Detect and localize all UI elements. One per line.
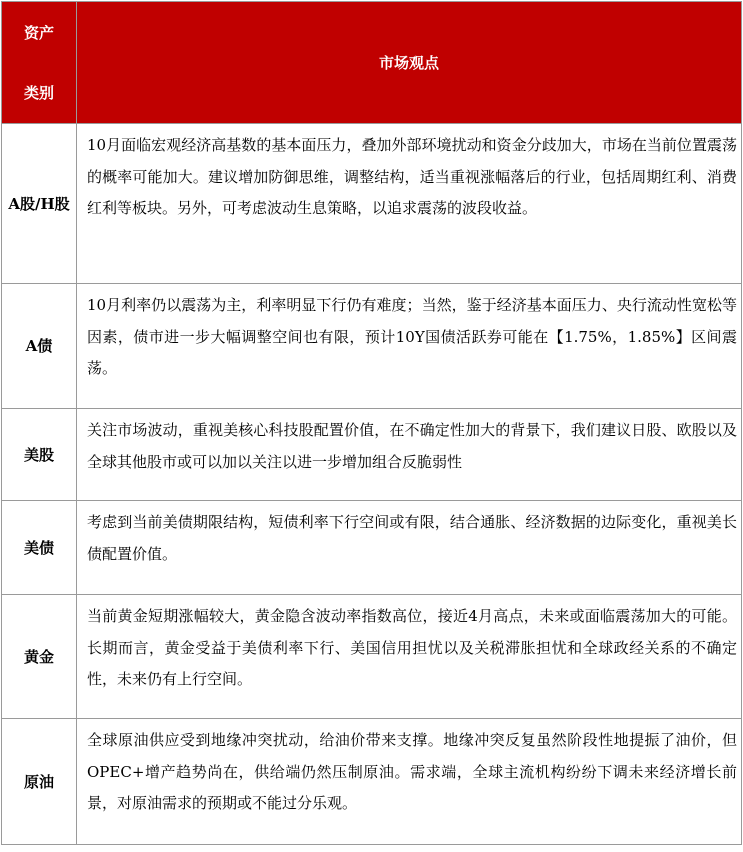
market-view-table — [1, 1, 742, 845]
table-row-a-share — [2, 124, 742, 284]
asset-name-cell: 原油 — [2, 719, 77, 845]
header-row — [2, 2, 742, 124]
market-view-header: 市场观点 — [77, 2, 742, 124]
asset-category-header-line1: 资产 — [23, 23, 54, 42]
asset-category-header — [2, 2, 77, 124]
asset-name-cell: 美股 — [2, 409, 77, 501]
market-view-cell: 考虑到当前美债期限结构，短债利率下行空间或有限，结合通胀、经济数据的边际变化，重视美长债配置价值。 — [77, 501, 742, 595]
market-view-cell: 关注市场波动，重视美核心科技股配置价值，在不确定性加大的背景下，我们建议日股、欧股以及全球其他股市或可以加以关注以进一步增加组合反脆弱性 — [77, 409, 742, 501]
asset-category-header-line2: 类别 — [23, 83, 54, 102]
market-view-cell: 10月面临宏观经济高基数的基本面压力，叠加外部环境扰动和资金分歧加大，市场在当前位置震荡的概率可能加大。建议增加防御思维，调整结构，适当重视涨幅落后的行业，包括周期红利、消费红利等板块。另外，可考虑波动生息策略，以追求震荡的波段收益。 — [77, 124, 742, 284]
asset-name-cell: 黄金 — [2, 595, 77, 719]
market-view-cell: 10月利率仍以震荡为主，利率明显下行仍有难度；当然，鉴于经济基本面压力、央行流动性宽松等因素，债市进一步大幅调整空间也有限，预计10Y国债活跃券可能在【1.75%，1.85%】区间震荡。 — [77, 284, 742, 409]
table-row-crude-oil — [2, 719, 742, 845]
table-row-gold — [2, 595, 742, 719]
table-row-us-stock — [2, 409, 742, 501]
market-view-cell: 当前黄金短期涨幅较大，黄金隐含波动率指数高位，接近4月高点，未来或面临震荡加大的可能。长期而言，黄金受益于美债利率下行、美国信用担忧以及关税滞胀担忧和全球政经关系的不确定性，未来仍有上行空间。 — [77, 595, 742, 719]
market-view-cell: 全球原油供应受到地缘冲突扰动，给油价带来支撑。地缘冲突反复虽然阶段性地提振了油价，但OPEC+增产趋势尚在，供给端仍然压制原油。需求端，全球主流机构纷纷下调未来经济增长前景，对原油需求的预期或不能过分乐观。 — [77, 719, 742, 845]
asset-name-cell: 美债 — [2, 501, 77, 595]
asset-name-cell: A债 — [2, 284, 77, 409]
table-row-us-bond — [2, 501, 742, 595]
asset-name-cell: A股/H股 — [2, 124, 77, 284]
table-row-a-bond — [2, 284, 742, 409]
